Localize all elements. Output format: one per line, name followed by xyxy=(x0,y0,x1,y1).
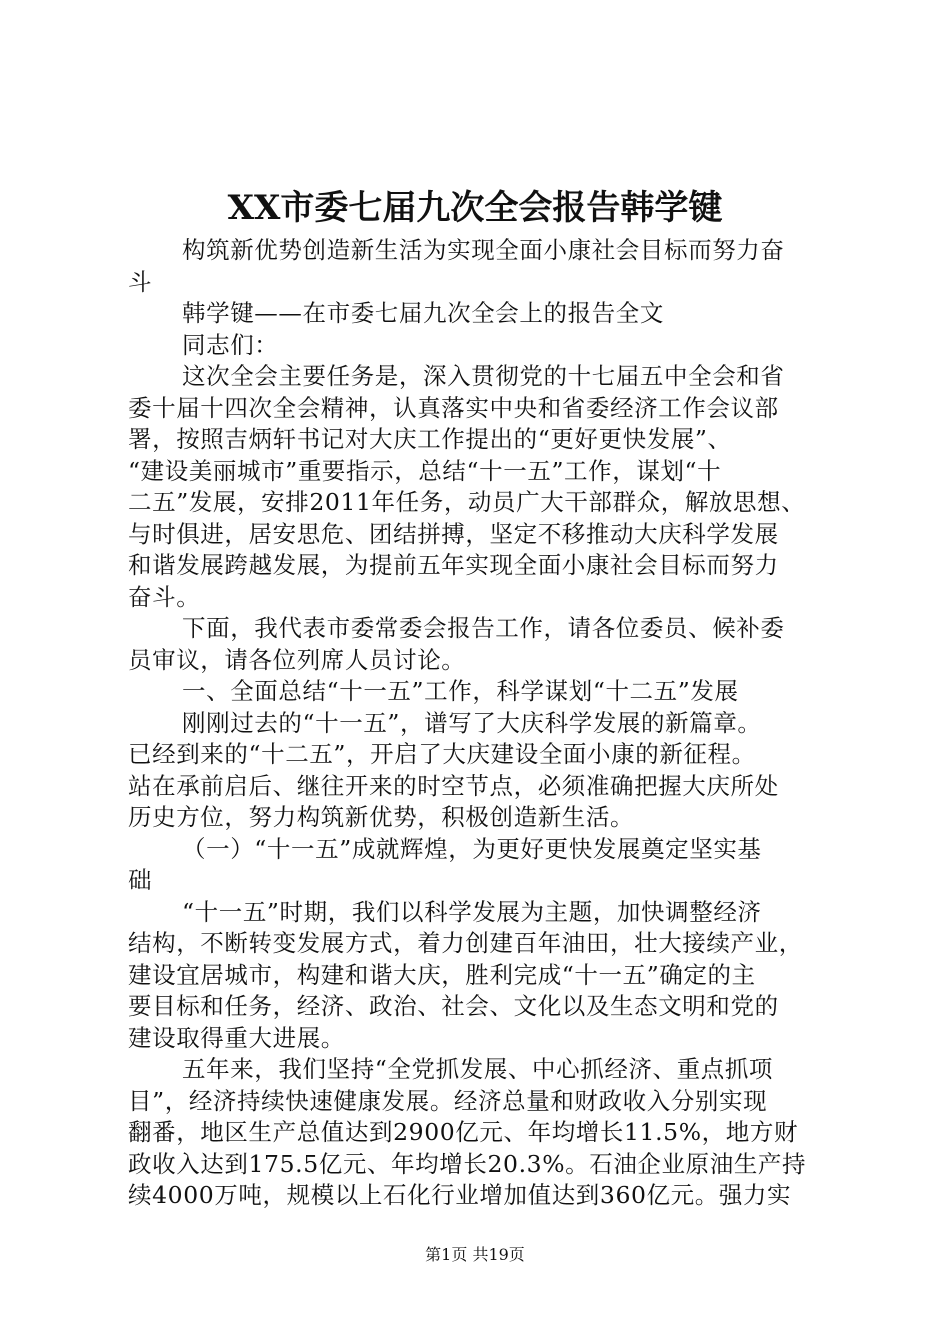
body-line: 已经到来的“十二五”，开启了大庆建设全面小康的新征程。 xyxy=(128,740,756,768)
body-line: 署，按照吉炳轩书记对大庆工作提出的“更好更快发展”、 xyxy=(128,425,732,453)
body-line: 结构，不断转变发展方式，着力创建百年油田，壮大接续产业， xyxy=(128,929,803,957)
body-line: “十一五”时期，我们以科学发展为主题，加快调整经济 xyxy=(182,897,762,926)
body-line: 建设取得重大进展。 xyxy=(128,1023,345,1052)
body-line: 下面，我代表市委常委会报告工作，请各位委员、候补委 xyxy=(182,614,785,642)
body-line: 要目标和任务，经济、政治、社会、文化以及生态文明和党的 xyxy=(128,992,779,1020)
body-line: 础 xyxy=(128,866,153,894)
body-line: 站在承前启后、继往开来的时空节点，必须准确把握大庆所处 xyxy=(128,771,779,800)
body-line: “建设美丽城市”重要指示，总结“十一五”工作，谋划“十 xyxy=(128,456,722,485)
body-line: 政收入达到175.5亿元、年均增长20.3%。石油企业原油生产持 xyxy=(128,1149,807,1178)
document-title: XX市委七届九次全会报告韩学键 xyxy=(227,188,723,228)
body-line: 奋斗。 xyxy=(128,582,201,611)
body-line: 与时俱进，居安思危、团结拼搏，坚定不移推动大庆科学发展 xyxy=(128,519,779,548)
body-line: 历史方位，努力构筑新优势，积极创造新生活。 xyxy=(128,803,635,831)
body-line: 韩学键——在市委七届九次全会上的报告全文 xyxy=(182,299,664,327)
body-line: 刚刚过去的“十一五”，谱写了大庆科学发展的新篇章。 xyxy=(182,708,762,737)
body-line: 斗 xyxy=(128,267,153,296)
body-line: 构筑新优势创造新生活为实现全面小康社会目标而努力奋 xyxy=(182,236,785,264)
body-line: 员审议，请各位列席人员讨论。 xyxy=(128,645,466,674)
body-line: （一）“十一五”成就辉煌，为更好更快发展奠定坚实基 xyxy=(182,834,762,863)
body-line: 同志们： xyxy=(182,330,279,359)
body-line: 翻番，地区生产总值达到2900亿元、年均增长11.5%，地方财 xyxy=(128,1118,799,1146)
body-line: 续4000万吨，规模以上石化行业增加值达到360亿元。强力实 xyxy=(128,1181,792,1209)
body-line: 和谐发展跨越发展，为提前五年实现全面小康社会目标而努力 xyxy=(128,551,779,579)
body-line: 建设宜居城市，构建和谐大庆，胜利完成“十一五”确定的主 xyxy=(128,960,756,989)
body-line: 目”，经济持续快速健康发展。经济总量和财政收入分别实现 xyxy=(128,1086,768,1115)
document-body xyxy=(128,235,848,1212)
page-footer: 第1页 共19页 xyxy=(425,1245,525,1264)
body-line: 二五”发展，安排2011年任务，动员广大干部群众，解放思想、 xyxy=(128,488,806,516)
body-line: 这次全会主要任务是，深入贯彻党的十七届五中全会和省 xyxy=(182,362,785,390)
body-line: 委十届十四次全会精神，认真落实中央和省委经济工作会议部 xyxy=(128,393,779,422)
body-line: 一、全面总结“十一五”工作，科学谋划“十二五”发展 xyxy=(182,677,739,705)
body-line: 五年来，我们坚持“全党抓发展、中心抓经济、重点抓项 xyxy=(182,1055,774,1083)
